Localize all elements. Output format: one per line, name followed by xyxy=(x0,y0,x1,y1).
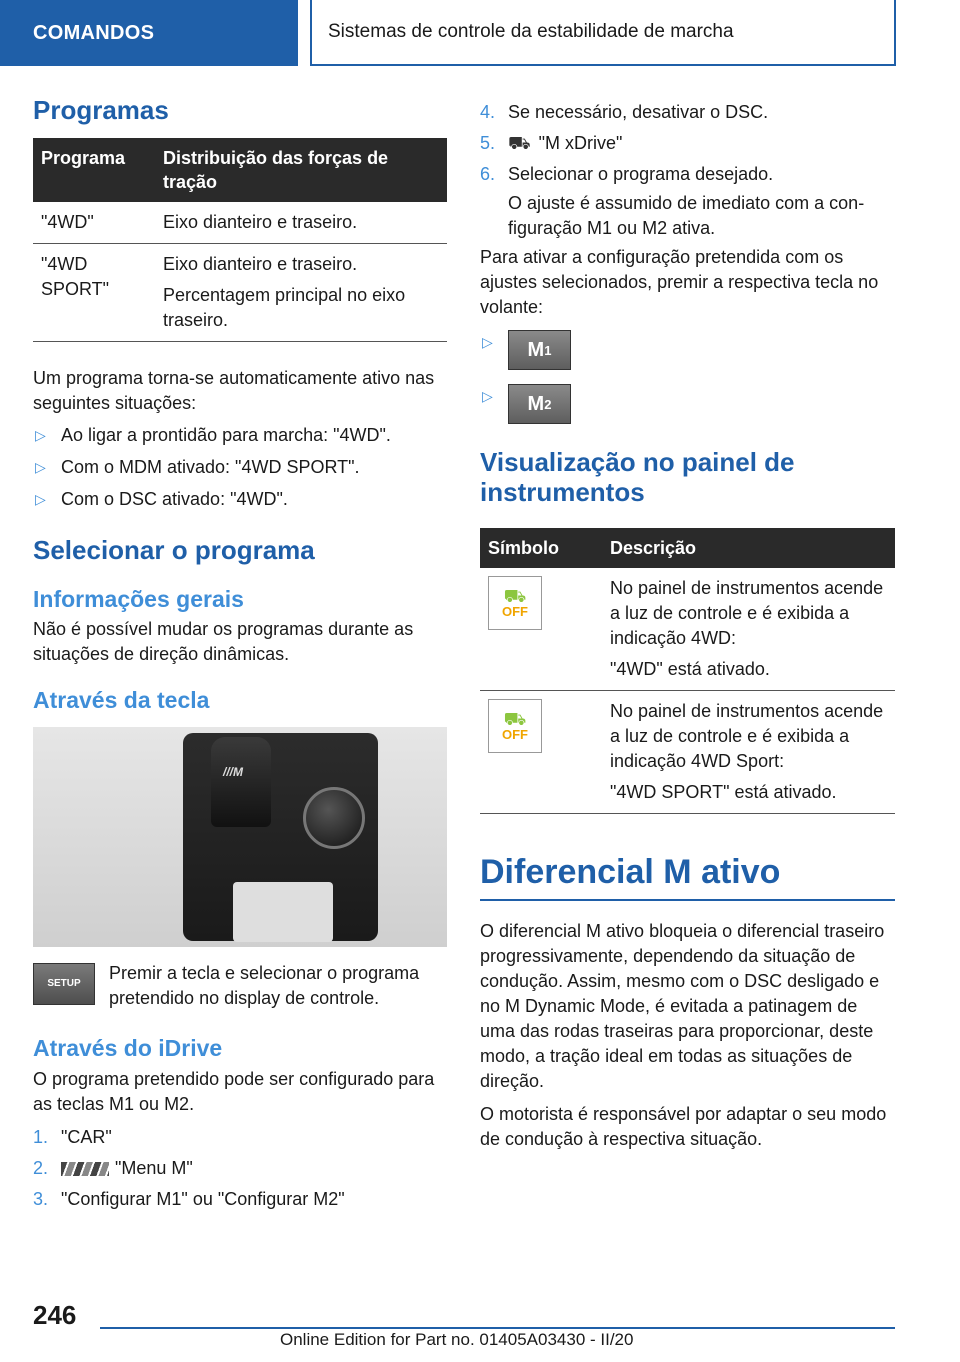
desc-cell xyxy=(602,568,895,691)
desc-line: No painel de instrumentos acende a luz de controle e é exibida a indicação 4WD: xyxy=(610,577,884,648)
step-number: 1. xyxy=(33,1126,49,1147)
tecla-heading: Através da tecla xyxy=(33,687,210,714)
key-label: M xyxy=(527,392,545,415)
step-text: Selecionar o programa desejado. xyxy=(508,164,774,184)
table-header-row xyxy=(480,528,895,568)
diferencial-p1: O diferencial M ativo bloqueia o diferencial traseiro progressivamente, dependendo da situação de condução. Assim, mesmo com o DSC desligado e no M Dynamic Mode, é evitada a patinagem de uma das rodas traseiras para proporcionar, deste modo, a tração ideal em todas as situações de direção. xyxy=(480,920,885,1091)
programas-table xyxy=(33,138,447,342)
idrive-text: O programa pretendido pode ser configurado para as teclas M1 ou M2. xyxy=(33,1068,435,1114)
diferencial-p2: O motorista é responsável por adaptar o seu modo de condução à respectiva situação. xyxy=(480,1103,887,1149)
triangle-bullet-icon: ▷ xyxy=(35,426,46,443)
col-header-distribuicao: Distribuição das forças de tração xyxy=(155,138,447,202)
step-text: "Menu M" xyxy=(115,1157,193,1178)
list-item xyxy=(33,1125,447,1150)
table-row xyxy=(33,243,447,341)
list-item xyxy=(33,1187,447,1212)
setup-text: Premir a tecla e selecionar o programa pretendido no display de controle. xyxy=(109,962,420,1008)
bullet-text: Com o MDM ativado: "4WD SPORT". xyxy=(61,456,360,477)
idrive-heading: Através do iDrive xyxy=(33,1034,223,1061)
painel-heading: Visualização no painel de instrumentos xyxy=(480,447,795,507)
table-row xyxy=(480,690,895,813)
cup-holder xyxy=(233,882,333,942)
painel-table xyxy=(480,528,895,814)
list-item xyxy=(480,162,895,241)
list-item xyxy=(33,455,447,480)
bullet-text: Ao ligar a prontidão para marcha: "4WD". xyxy=(61,424,391,445)
m1-key-icon xyxy=(508,330,571,370)
table-row xyxy=(480,568,895,691)
gear-lever xyxy=(211,737,271,827)
step-number: 5. xyxy=(480,133,496,153)
steps-list-right xyxy=(480,100,895,241)
step-text: "Configurar M1" ou "Configurar M2" xyxy=(61,1188,345,1209)
programas-bullets xyxy=(33,423,447,512)
step-number: 4. xyxy=(480,102,496,122)
right-column xyxy=(480,100,895,1152)
list-item xyxy=(33,423,447,448)
steps-list-left xyxy=(33,1125,447,1212)
step-text: "M xDrive" xyxy=(538,133,623,153)
programa-cell: "4WD" xyxy=(33,202,155,244)
off-label: OFF xyxy=(502,726,528,742)
m-stripes-icon xyxy=(61,1162,109,1176)
key-sup: 1 xyxy=(544,342,552,358)
triangle-bullet-icon: ▷ xyxy=(35,490,46,507)
section-header xyxy=(0,0,298,66)
table-header-row xyxy=(33,138,447,202)
footer-divider xyxy=(100,1327,895,1329)
chapter-header xyxy=(310,0,896,66)
list-item xyxy=(480,131,895,156)
section-title: COMANDOS xyxy=(33,21,155,44)
4wd-off-indicator-icon xyxy=(488,576,542,630)
step-number: 3. xyxy=(33,1188,49,1209)
triangle-bullet-icon: ▷ xyxy=(482,388,493,404)
list-item xyxy=(33,1156,447,1181)
desc-line: No painel de instrumentos acende a luz de controle e é exibida a indicação 4WD Sport: xyxy=(610,700,884,771)
triangle-bullet-icon: ▷ xyxy=(35,458,46,475)
list-item xyxy=(480,100,895,125)
desc-line: Percentagem principal no eixo traseiro. xyxy=(163,284,406,330)
page-number: 246 xyxy=(33,1300,77,1330)
off-label: OFF xyxy=(502,603,528,619)
m2-key-icon xyxy=(508,384,571,424)
list-item xyxy=(33,487,447,512)
table-row xyxy=(33,202,447,244)
gerais-text: Não é possível mudar os programas durante as situações de direção dinâmicas. xyxy=(33,619,414,665)
programas-heading: Programas xyxy=(33,95,169,125)
setup-row xyxy=(33,961,447,1011)
left-column xyxy=(33,96,447,1212)
desc-cell xyxy=(155,202,447,244)
col-header-descricao: Descrição xyxy=(602,528,895,568)
programas-intro: Um programa torna-se automaticamente ativo nas seguintes situações: xyxy=(33,367,435,413)
gerais-heading: Informações gerais xyxy=(33,585,244,612)
desc-cell xyxy=(602,690,895,813)
desc-line: Eixo dianteiro e traseiro. xyxy=(163,253,358,274)
car-icon: ⛟ xyxy=(503,585,527,606)
key-label: M xyxy=(527,338,545,361)
desc-cell xyxy=(155,243,447,341)
car-icon: ⛟ xyxy=(508,133,531,153)
step-number: 2. xyxy=(33,1157,49,1178)
symbol-cell xyxy=(480,690,602,813)
col-header-programa: Programa xyxy=(33,138,155,202)
ativar-text: Para ativar a configuração pretendida com os ajustes selecionados, premir a respectiva tecla no volante: xyxy=(480,247,879,317)
step6-note: O ajuste é assumido de imediato com a configuração M1 ou M2 ativa. xyxy=(508,193,865,238)
chapter-title: Sistemas de controle da estabilidade de marcha xyxy=(328,21,734,42)
step-text: "CAR" xyxy=(61,1126,112,1147)
idrive-controller xyxy=(303,787,365,849)
m-keys-list xyxy=(480,330,895,424)
bullet-text: Com o DSC ativado: "4WD". xyxy=(61,488,288,509)
selecionar-heading: Selecionar o programa xyxy=(33,534,315,565)
col-header-simbolo: Símbolo xyxy=(480,528,602,568)
desc-line: Eixo dianteiro e traseiro. xyxy=(163,211,358,232)
4wd-sport-off-indicator-icon xyxy=(488,699,542,753)
edition-text: Online Edition for Part no. 01405A03430 - II/20 xyxy=(280,1330,634,1349)
triangle-bullet-icon: ▷ xyxy=(482,334,493,350)
status-line: "4WD SPORT" está ativado. xyxy=(610,781,837,802)
list-item xyxy=(480,384,895,424)
step-number: 6. xyxy=(480,164,496,184)
status-line: "4WD" está ativado. xyxy=(610,658,770,679)
diferencial-heading: Diferencial M ativo xyxy=(480,852,895,901)
setup-key-icon: SETUP xyxy=(33,963,95,1005)
step-text: Se necessário, desativar o DSC. xyxy=(508,102,769,122)
symbol-cell xyxy=(480,568,602,691)
gear-console-photo xyxy=(33,727,447,947)
list-item xyxy=(480,330,895,370)
key-sup: 2 xyxy=(544,396,552,412)
car-icon: ⛟ xyxy=(503,708,527,729)
m-logo-icon: ///M xyxy=(223,764,243,779)
programa-cell: "4WD SPORT" xyxy=(33,243,155,341)
